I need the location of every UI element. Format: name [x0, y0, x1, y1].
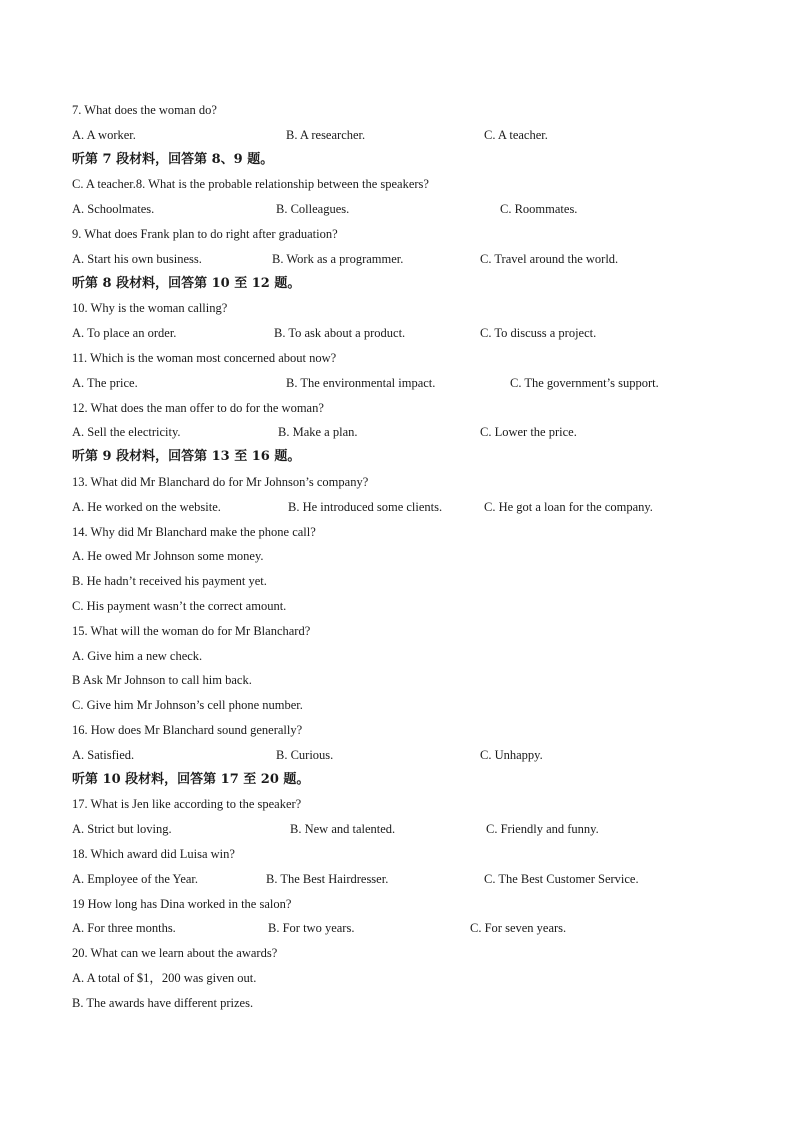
question-line — [72, 98, 732, 123]
answer-option: C. He got a loan for the company. — [484, 499, 653, 514]
options-row — [72, 420, 732, 445]
answer-option: B. Colleagues. — [276, 202, 350, 217]
question-text: A. A total of $1，200 was given out. — [72, 970, 257, 985]
question-line — [72, 569, 732, 594]
question-text: 9. What does Frank plan to do right after graduation? — [72, 226, 338, 241]
answer-option: B. The Best Hairdresser. — [266, 871, 389, 886]
question-text: 14. Why did Mr Blanchard make the phone call? — [72, 524, 316, 539]
answer-option: B. Curious. — [276, 747, 334, 762]
answer-option: C. The Best Customer Service. — [484, 871, 639, 886]
question-line — [72, 520, 732, 545]
answer-option: B. He introduced some clients. — [288, 499, 443, 514]
answer-option: B. The environmental impact. — [286, 375, 436, 390]
question-text: 20. What can we learn about the awards? — [72, 946, 278, 961]
question-line — [72, 470, 732, 495]
question-text: A. Give him a new check. — [72, 648, 203, 663]
question-text: 18. Which award did Luisa win? — [72, 846, 235, 861]
question-text: 13. What did Mr Blanchard do for Mr Johnson’s company? — [72, 474, 369, 489]
question-text: B. The awards have different prizes. — [72, 995, 254, 1010]
question-text: C. Give him Mr Johnson’s cell phone number. — [72, 698, 303, 713]
answer-option: C. The government’s support. — [510, 375, 659, 390]
section-heading-text: 听第 8 段材料，回答第 10 至 12 题。 — [72, 275, 301, 291]
question-line — [72, 842, 732, 867]
answer-option: C. Friendly and funny. — [486, 822, 599, 837]
answer-option: A. To place an order. — [72, 326, 177, 341]
answer-option: B. A researcher. — [286, 127, 366, 142]
question-line — [72, 222, 732, 247]
options-row — [72, 867, 732, 892]
answer-option: A. For three months. — [72, 921, 176, 936]
question-line — [72, 346, 732, 371]
options-row — [72, 321, 732, 346]
options-row — [72, 916, 732, 941]
answer-option: B. For two years. — [268, 921, 355, 936]
answer-option: B. Work as a programmer. — [272, 251, 404, 266]
section-heading-text: 听第 7 段材料，回答第 8、9 题。 — [72, 151, 274, 167]
options-row — [72, 743, 732, 768]
question-text: B Ask Mr Johnson to call him back. — [72, 673, 252, 688]
answer-option: A. Schoolmates. — [72, 202, 155, 217]
section-heading — [72, 768, 732, 793]
question-line — [72, 941, 732, 966]
question-text: A. He owed Mr Johnson some money. — [72, 549, 264, 564]
options-row — [72, 495, 732, 520]
answer-option: C. A teacher. — [484, 127, 548, 142]
question-text: C. His payment wasn’t the correct amount. — [72, 598, 287, 613]
answer-option: B. To ask about a product. — [274, 326, 406, 341]
options-row — [72, 197, 732, 222]
answer-option: A. A worker. — [72, 127, 136, 142]
options-row — [72, 817, 732, 842]
answer-option: A. Sell the electricity. — [72, 425, 181, 440]
question-line — [72, 172, 732, 197]
question-line — [72, 718, 732, 743]
answer-option: C. Roommates. — [500, 202, 578, 217]
question-line — [72, 544, 732, 569]
section-heading — [72, 445, 732, 470]
question-text: 16. How does Mr Blanchard sound generally? — [72, 722, 303, 737]
question-line — [72, 892, 732, 917]
answer-option: C. Lower the price. — [480, 425, 577, 440]
question-line — [72, 668, 732, 693]
section-heading-text: 听第 10 段材料，回答第 17 至 20 题。 — [72, 771, 310, 787]
question-line — [72, 594, 732, 619]
answer-option: A. The price. — [72, 375, 138, 390]
answer-option: A. Satisfied. — [72, 747, 135, 762]
question-text: 7. What does the woman do? — [72, 103, 217, 117]
options-row — [72, 123, 732, 148]
answer-option: C. To discuss a project. — [480, 326, 597, 341]
question-text: B. He hadn’t received his payment yet. — [72, 574, 267, 589]
question-text: 19 How long has Dina worked in the salon? — [72, 896, 292, 911]
question-line — [72, 966, 732, 991]
answer-option: C. Unhappy. — [480, 747, 543, 762]
question-line — [72, 693, 732, 718]
question-line — [72, 396, 732, 421]
answer-option: C. For seven years. — [470, 921, 567, 936]
question-text: 10. Why is the woman calling? — [72, 301, 228, 316]
question-line — [72, 296, 732, 321]
question-line — [72, 792, 732, 817]
answer-option: B. Make a plan. — [278, 425, 358, 440]
answer-option: C. Travel around the world. — [480, 251, 619, 266]
section-heading — [72, 272, 732, 297]
section-heading-text: 听第 9 段材料，回答第 13 至 16 题。 — [72, 449, 301, 465]
answer-option: A. Employee of the Year. — [72, 871, 199, 886]
question-text: 12. What does the man offer to do for the woman? — [72, 400, 324, 415]
answer-option: B. New and talented. — [290, 822, 396, 837]
answer-option: A. He worked on the website. — [72, 499, 221, 514]
question-line — [72, 644, 732, 669]
answer-option: A. Start his own business. — [72, 251, 202, 266]
question-text: 11. Which is the woman most concerned about now? — [72, 350, 337, 365]
options-row — [72, 371, 732, 396]
question-line — [72, 991, 732, 1016]
options-row — [72, 247, 732, 272]
question-text: 15. What will the woman do for Mr Blanchard? — [72, 623, 311, 638]
question-text: 17. What is Jen like according to the speaker? — [72, 797, 302, 812]
question-line — [72, 619, 732, 644]
section-heading — [72, 148, 732, 173]
question-text: C. A teacher.8. What is the probable relationship between the speakers? — [72, 177, 429, 192]
answer-option: A. Strict but loving. — [72, 822, 172, 837]
exam-page — [72, 98, 732, 1015]
